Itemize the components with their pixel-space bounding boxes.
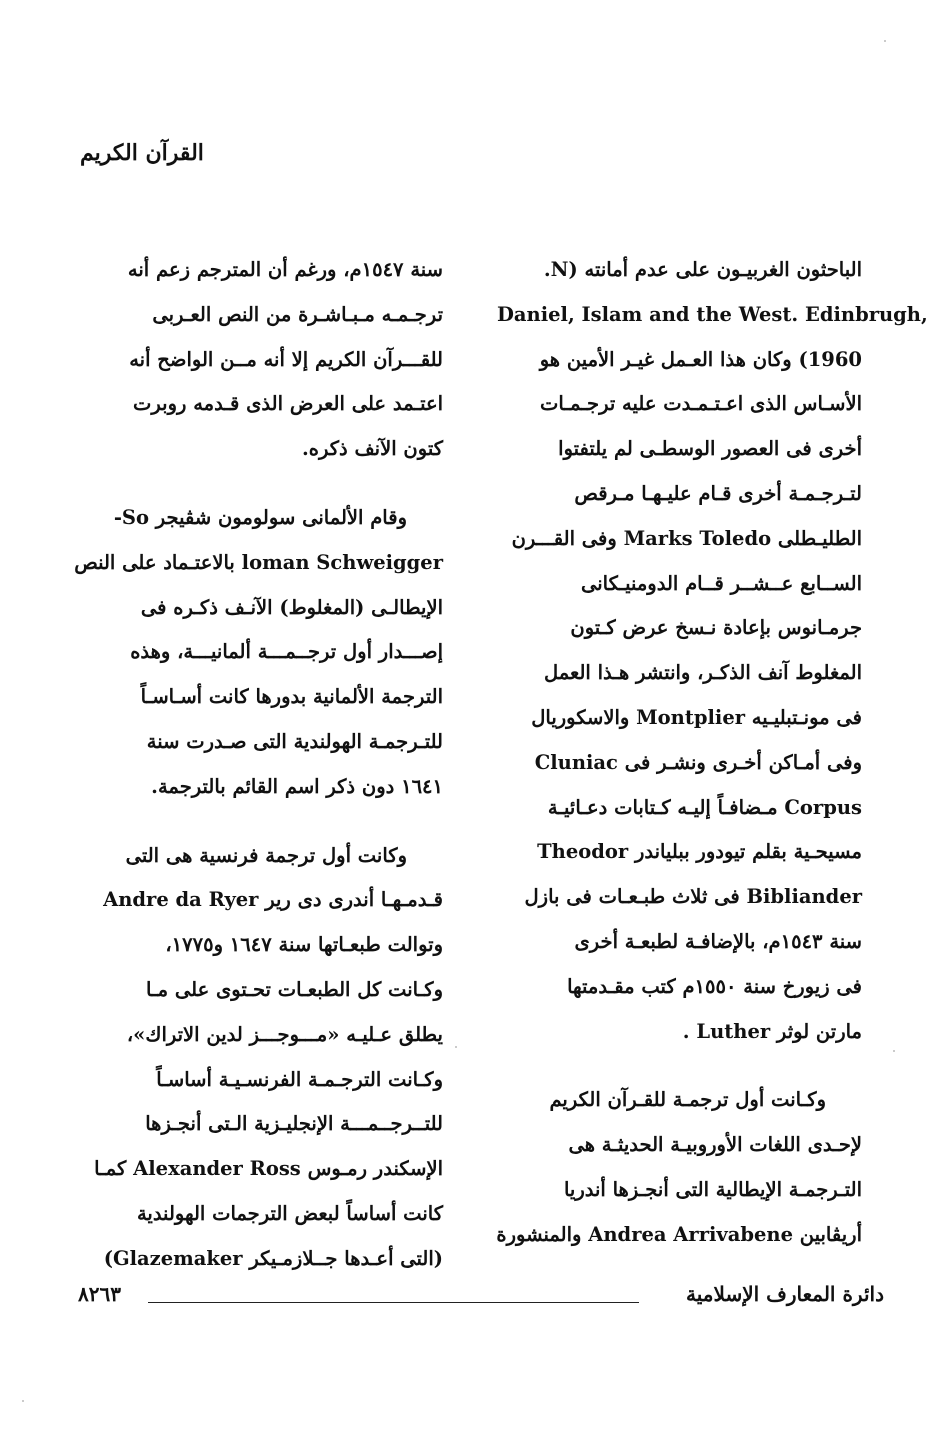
left-paragraph-2 — [74, 496, 443, 810]
right-paragraph-2 — [497, 1078, 862, 1257]
text-line: فى مونـتبليـيه Montplier والاسكوريال — [531, 705, 862, 729]
text-line: قـدمـهـا أندرى دى رير Andre da Ryer — [103, 888, 443, 912]
text-line: جرمـانوس بإعادة نـسخ عرض كـتون — [570, 616, 862, 640]
text-line: وكانت أول ترجمة فرنسية هى التى — [125, 843, 407, 867]
text-line: لتـرجـمـة أخرى قـام عليـهـا مـرقص — [574, 481, 862, 505]
text-line: الترجمة الألمانية بدورها كانت أسـاسـاً — [140, 685, 443, 709]
running-title: القرآن الكريم — [80, 140, 204, 166]
text-line: Bibliander فى ثلاث طبـعـات فى بازل — [524, 885, 862, 909]
text-line: للتــرجــمـــة الإنجليـزية الـتى أنجـزها — [145, 1112, 443, 1136]
text-line: (التى أعـدها جــلازمـيكر Glazemaker) — [103, 1246, 443, 1270]
paragraph-gap — [78, 810, 443, 834]
text-line: لإحـدى اللغات الأوروبيـة الحديثـة هى — [568, 1133, 862, 1157]
text-line: أريڤابين Andrea Arrivabene والمنشورة — [496, 1222, 862, 1246]
paragraph-gap — [497, 1054, 862, 1078]
left-paragraph-3 — [78, 834, 443, 1282]
text-line: اعتـمد على العرض الذى قـدمه روبرت — [133, 392, 443, 416]
text-line: وكـانت كل الطبعـات تحـتوى على مـا — [146, 977, 443, 1001]
left-paragraph-1 — [78, 248, 443, 472]
text-line: الباحثون الغربيـون على عدم أمانته (N. — [543, 258, 862, 281]
text-line: يطلق عـليـه «مـــوجـــز لدين الاتراك»، — [126, 1022, 443, 1046]
footer-rule — [148, 1302, 639, 1303]
text-line: الســابع عــشــر قــام الدومنيـكانى — [580, 571, 862, 595]
text-line: ترجـمـه مـبـاشـرة من النص العـربى — [152, 302, 443, 326]
scan-speck — [22, 1400, 24, 1402]
text-line: المغلوط آنف الذكـر، وانتشر هـذا العمل — [544, 661, 862, 685]
text-line: ١٦٤١ دون ذكر اسم القائم بالترجمة. — [151, 774, 443, 798]
text-line: وفى أمـاكن أخـرى ونشـر فى Cluniac — [534, 750, 862, 774]
right-paragraph-1 — [497, 248, 928, 1054]
text-line: 1960) وكان هذا العـمل غيـر الأمين هو — [539, 347, 862, 371]
text-line: وكـانت الترجـمـة الفرنسـيـة أساسـاً — [156, 1067, 443, 1091]
page-number: ٨٢٦٣ — [78, 1282, 121, 1306]
text-line: التـرجمـة الإيطالية التى أنجـزها أندريا — [563, 1177, 862, 1201]
text-line: الطليـطلى Marks Toledo وفى القـــرن — [511, 526, 862, 550]
text-line: الإسكندر رمـوس Alexander Ross كمـا — [94, 1157, 443, 1181]
text-line: وتوالت طبعـاتها سنة ١٦٤٧ و١٧٧٥، — [165, 933, 443, 957]
scan-speck — [884, 40, 886, 42]
right-column — [496, 248, 928, 1258]
text-line: وقام الألمانى سولومون شڤيجر So- — [113, 505, 407, 529]
text-line: سنة ١٥٤٣م، بالإضافـة لطبعـة أخرى — [574, 929, 862, 953]
text-line: سنة ١٥٤٧م، ورغم أن المترجم زعم أنه — [127, 258, 443, 281]
text-line: كانت أساساً لبعض الترجمات الهولندية — [136, 1201, 443, 1225]
text-line: إصـــدار أول ترجــمـــة ألمانيـــة، وهذه — [130, 640, 443, 664]
text-line: الإيطالـى (المغلوط) الآنـف ذكـره فى — [140, 595, 443, 619]
text-line: كتون الآنف ذكره. — [301, 437, 443, 461]
text-line: للتـرجمـة الهولندية التى صـدرت سنة — [146, 729, 443, 753]
text-line: فى زيورخ سنة ١٥٥٠م كتب مقـدمتها — [567, 974, 862, 998]
text-line: مسيحـية بقلم تيودور ببلياندر Theodor — [537, 840, 862, 864]
text-line: وكـانت أول ترجمـة للقـرآن الكريم — [549, 1088, 826, 1112]
scan-speck — [455, 1046, 457, 1048]
text-line: loman Schweigger بالاعتـماد على النص — [74, 550, 443, 574]
scan-speck — [893, 1050, 895, 1052]
text-line: Daniel, Islam and the West. Edinbrugh, — [497, 302, 928, 326]
left-column — [74, 248, 443, 1282]
page-footer — [78, 1282, 884, 1312]
text-line: الأسـاس الذى اعـتـمـدت عليه ترجـمـات — [540, 392, 862, 416]
text-line: Corpus مـضافـاً إليـه كـتابات دعـائيـة — [547, 795, 862, 819]
text-line: أخرى فى العصور الوسطـى لم يلتفتوا — [558, 437, 862, 461]
paragraph-gap — [78, 472, 443, 496]
text-line: للقـــرآن الكريم إلا أنه مــن الواضح أنه — [129, 347, 443, 371]
footer-publication-title: دائرة المعارف الإسلامية — [686, 1282, 884, 1306]
text-line: مارتن لوثر Luther . — [682, 1019, 862, 1043]
